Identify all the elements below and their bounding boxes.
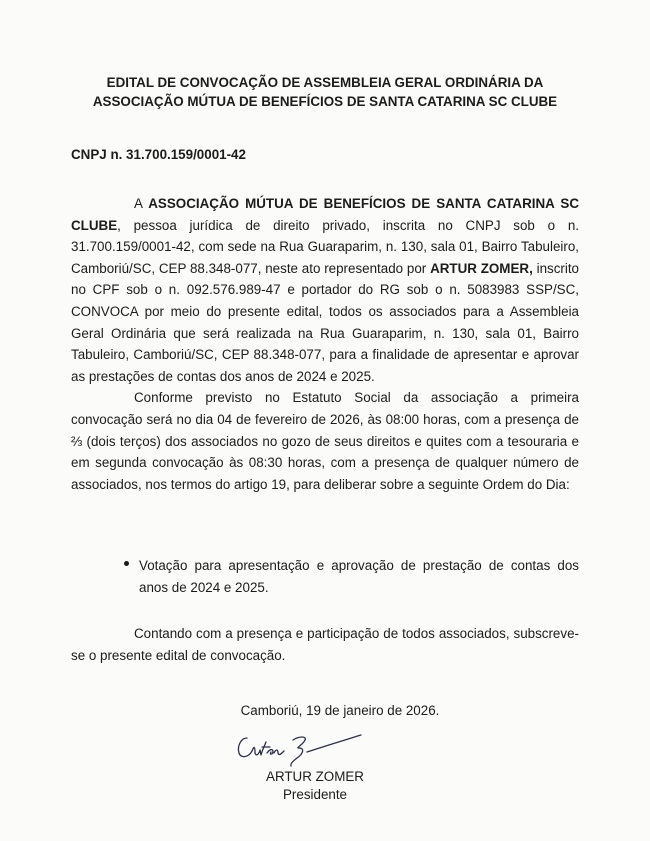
paragraph-1-suffix: inscrito no CPF sob o n. 092.576.989-47 e portador do RG sob o n. 5083983 SSP/SC, CONVOCA por meio do presente edital, todos os associados para a Assembleia Geral Ordinária que será realizada na Rua Guaraparim, n. 130, sala 01, Bairro Tabuleiro, Camboriú/SC, CEP 88.348-077, para a finalidade de apresentar e aprovar as prestações de contas dos anos de 2024 e 2025. xyxy=(71,260,580,384)
closing-paragraph: Contando com a presença e participação de todos associados, subscreve-se o presente edital de convocação. xyxy=(71,626,579,663)
date-line: Camboriú, 19 de janeiro de 2026. xyxy=(240,703,440,718)
bullet-icon xyxy=(124,561,129,566)
closing-text xyxy=(71,623,579,666)
title-line-2: ASSOCIAÇÃO MÚTUA DE BENEFÍCIOS DE SANTA CATARINA SC CLUBE xyxy=(92,94,558,109)
body-text xyxy=(71,193,579,495)
cnpj-header: CNPJ n. 31.700.159/0001-42 xyxy=(71,147,246,162)
document-title xyxy=(0,73,650,111)
association-name: ASSOCIAÇÃO MÚTUA DE BENEFÍCIOS DE SANTA CATARINA SC CLUBE xyxy=(71,196,579,233)
representative-name: ARTUR ZOMER, xyxy=(430,260,533,276)
signer-name: ARTUR ZOMER xyxy=(266,769,364,784)
paragraph-2: Conforme previsto no Estatuto Social da associação a primeira convocação será no dia 04 de fevereiro de 2026, às 08:00 horas, com a presença de ⅔ (dois terços) dos associados no gozo de seus direitos e quites com a tesouraria e em segunda convocação às 08:30 horas, com a presença de qualquer número de associados, nos termos do artigo 19, para deliberar sobre a seguinte Ordem do Dia: xyxy=(71,390,579,492)
agenda-item-text: Votação para apresentação e aprovação de prestação de contas dos anos de 2024 e 2025. xyxy=(139,558,579,595)
paragraph-1-middle: , pessoa jurídica de direito privado, inscrita no CNPJ sob o n. 31.700.159/0001-42, com sede na Rua Guaraparim, n. 130, sala 01, Bairro Tabuleiro, Camboriú/SC, CEP 88.348-077, neste ato representado por xyxy=(71,217,579,276)
paragraph-1-prefix: A xyxy=(134,196,149,211)
agenda-list-item xyxy=(127,555,579,598)
signer-role: Presidente xyxy=(282,787,348,802)
title-line-1: EDITAL DE CONVOCAÇÃO DE ASSEMBLEIA GERAL ORDINÁRIA DA xyxy=(106,75,544,90)
paragraph-1 xyxy=(71,193,579,387)
signature-icon xyxy=(233,726,373,768)
signer-block xyxy=(220,768,410,804)
